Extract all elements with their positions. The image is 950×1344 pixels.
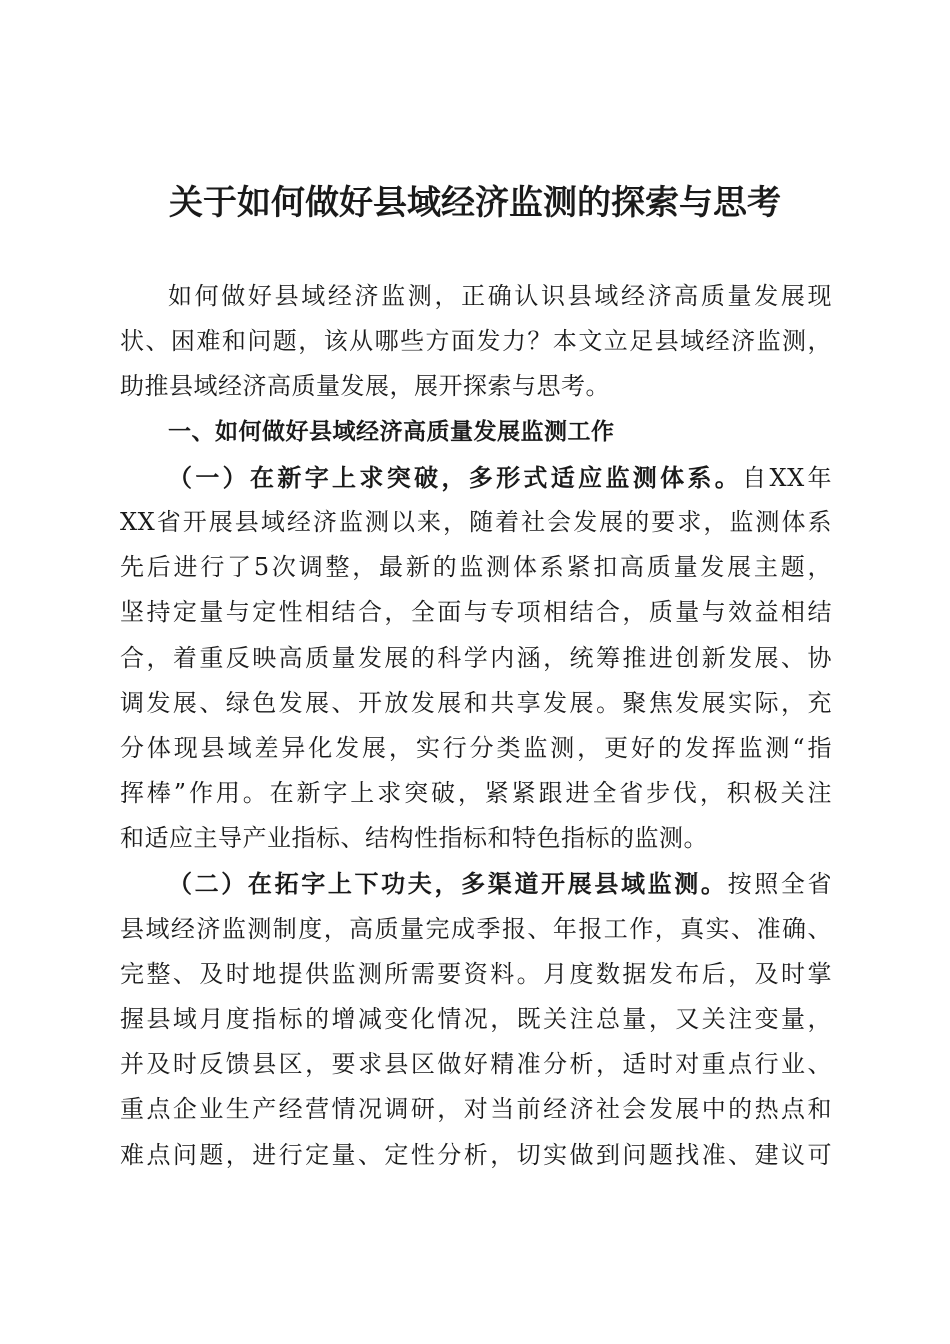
document-body [120,274,832,1178]
para1-line: 调发展、绿色发展、开放发展和共享发展。聚焦发展实际，充 [120,688,832,717]
para2-subheading: （二）在拓字上下功夫，多渠道开展县域监测。 [168,869,728,899]
para2-line: 难点问题，进行定量、定性分析，切实做到问题找准、建议可 [120,1140,832,1169]
para2-line: 握县域月度指标的增减变化情况，既关注总量，又关注变量， [120,1005,832,1033]
intro-line: 状、困难和问题，该从哪些方面发力？本文立足县域经济监测， [120,327,832,356]
para1-line: 坚持定量与定性相结合，全面与专项相结合，质量与效益相结 [120,598,832,627]
para1-line: 分体现县域差异化发展，实行分类监测，更好的发挥监测“指 [120,733,832,762]
para1-line: 和适应主导产业指标、结构性指标和特色指标的监测。 [120,824,708,853]
para2-line: 并及时反馈县区，要求县区做好精准分析，适时对重点行业、 [120,1050,832,1079]
para1-line: 先后进行了5次调整，最新的监测体系紧扣高质量发展主题， [120,553,832,582]
para1-line: XX省开展县域经济监测以来，随着社会发展的要求，监测体系 [120,507,832,536]
para1-line: 合，着重反映高质量发展的科学内涵，统筹推进创新发展、协 [120,643,832,672]
document-title: 关于如何做好县域经济监测的探索与思考 [169,183,781,223]
para1-line: 挥棒”作用。在新字上求突破，紧紧跟进全省步伐，积极关注 [120,779,832,808]
para1-first-line-rest: 自XX年 [742,463,833,492]
para2-first-line [120,861,832,906]
para1-first-line [120,455,832,500]
para2-line: 完整、及时地提供监测所需要资料。月度数据发布后，及时掌 [120,959,832,988]
section-heading: 一、如何做好县域经济高质量发展监测工作 [168,418,615,445]
para1-subheading: （一）在新字上求突破，多形式适应监测体系。 [168,462,743,492]
para2-line: 重点企业生产经营情况调研，对当前经济社会发展中的热点和 [120,1095,832,1124]
intro-line: 如何做好县域经济监测，正确认识县域经济高质量发展现 [168,282,832,310]
para2-first-line-rest: 按照全省 [727,870,832,899]
intro-line: 助推县域经济高质量发展，展开探索与思考。 [120,372,610,401]
para2-line: 县域经济监测制度，高质量完成季报、年报工作，真实、准确、 [120,914,832,943]
